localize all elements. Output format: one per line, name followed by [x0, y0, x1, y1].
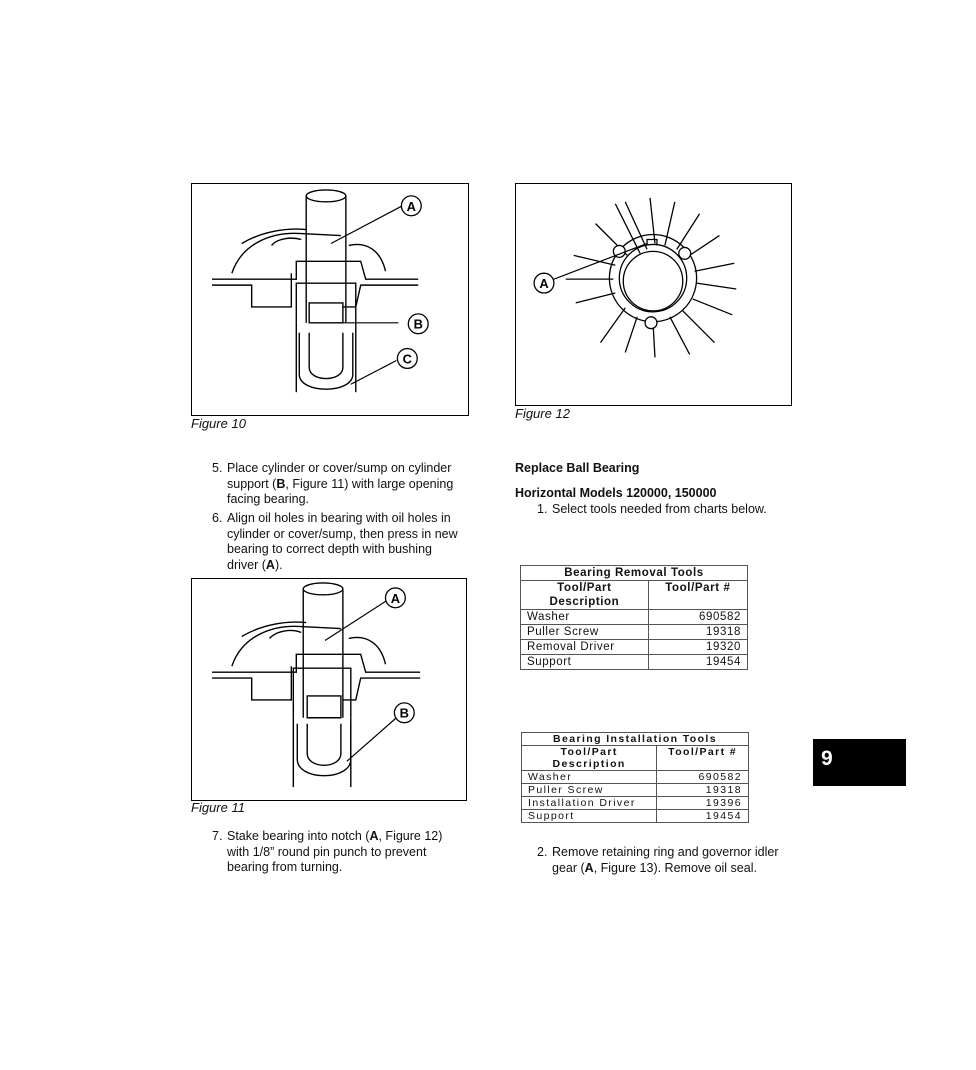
- install-col-part-number: Tool/Part #: [657, 746, 749, 771]
- step-6-line-2: cylinder or cover/sump, then press in new: [227, 526, 458, 541]
- removal-table-title: Bearing Removal Tools: [521, 566, 748, 581]
- install-table-title: Bearing Installation Tools: [522, 733, 749, 746]
- step-6-line-1: Align oil holes in bearing with oil holes in: [227, 511, 451, 525]
- callout-A: A: [539, 276, 549, 292]
- step-7-line-3: bearing from turning.: [227, 860, 343, 874]
- step-5-line-2: support (B, Figure 11) with large opening: [227, 476, 454, 491]
- bearing-installation-tools-table: [521, 732, 749, 823]
- step-6: [212, 511, 482, 575]
- figure-12-caption: Figure 12: [515, 406, 570, 421]
- figure-11-caption: Figure 11: [191, 800, 245, 815]
- figure-10-callouts: [397, 196, 428, 369]
- callout-A: A: [406, 198, 416, 214]
- install-col-description: Tool/Part Description: [522, 746, 657, 771]
- step-7-line-2: with 1/8” round pin punch to prevent: [227, 844, 427, 859]
- callout-B: B: [413, 316, 423, 332]
- table-row: Removal Driver 19320: [521, 640, 748, 655]
- figure-11-illustration: [192, 579, 466, 800]
- step-5: [212, 461, 482, 509]
- figure-10-caption: Figure 10: [191, 416, 246, 431]
- step-6-number: 6.: [212, 511, 223, 525]
- step-2-line-2: gear (A, Figure 13). Remove oil seal.: [552, 860, 757, 875]
- step-1-number: 1.: [537, 502, 548, 516]
- table-row: Washer 690582: [521, 610, 748, 625]
- figure-10: [191, 183, 469, 416]
- section-tab: 9: [813, 739, 906, 786]
- step-2-line-1: Remove retaining ring and governor idler: [552, 845, 779, 859]
- figure-11: [191, 578, 467, 801]
- figure-12: [515, 183, 792, 406]
- figure-10-illustration: [192, 184, 468, 415]
- callout-A: A: [390, 590, 401, 606]
- callout-B: B: [399, 705, 409, 721]
- table-row: Support 19454: [522, 810, 749, 823]
- step-5-line-1: Place cylinder or cover/sump on cylinder: [227, 461, 452, 475]
- step-6-line-3: bearing to correct depth with bushing: [227, 542, 432, 556]
- figure-12-illustration: [516, 184, 791, 405]
- step-5-line-3: facing bearing.: [227, 492, 310, 506]
- step-1-text: Select tools needed from charts below.: [552, 502, 767, 516]
- removal-col-description: Tool/Part Description: [521, 581, 649, 610]
- step-7: [212, 829, 482, 877]
- callout-C: C: [402, 351, 412, 367]
- table-row: Support 19454: [521, 655, 748, 670]
- step-7-line-1: Stake bearing into notch (A, Figure 12): [227, 829, 443, 843]
- table-row: Puller Screw 19318: [521, 625, 748, 640]
- table-row: Washer 690582: [522, 771, 749, 784]
- bearing-removal-tools-table: [520, 565, 748, 670]
- figure-11-callouts: [385, 588, 414, 723]
- heading-horizontal-models: Horizontal Models 120000, 150000: [515, 486, 717, 500]
- step-5-number: 5.: [212, 461, 223, 475]
- step-6-line-4: driver (A).: [227, 557, 283, 572]
- figure-12-callouts: [534, 273, 554, 293]
- step-7-number: 7.: [212, 829, 223, 843]
- table-row: Installation Driver 19396: [522, 797, 749, 810]
- step-2-number: 2.: [537, 845, 548, 859]
- step-1: [537, 502, 797, 518]
- heading-replace-ball-bearing: Replace Ball Bearing: [515, 461, 640, 475]
- table-row: Puller Screw 19318: [522, 784, 749, 797]
- step-2: [537, 845, 807, 877]
- removal-col-part-number: Tool/Part #: [648, 581, 747, 610]
